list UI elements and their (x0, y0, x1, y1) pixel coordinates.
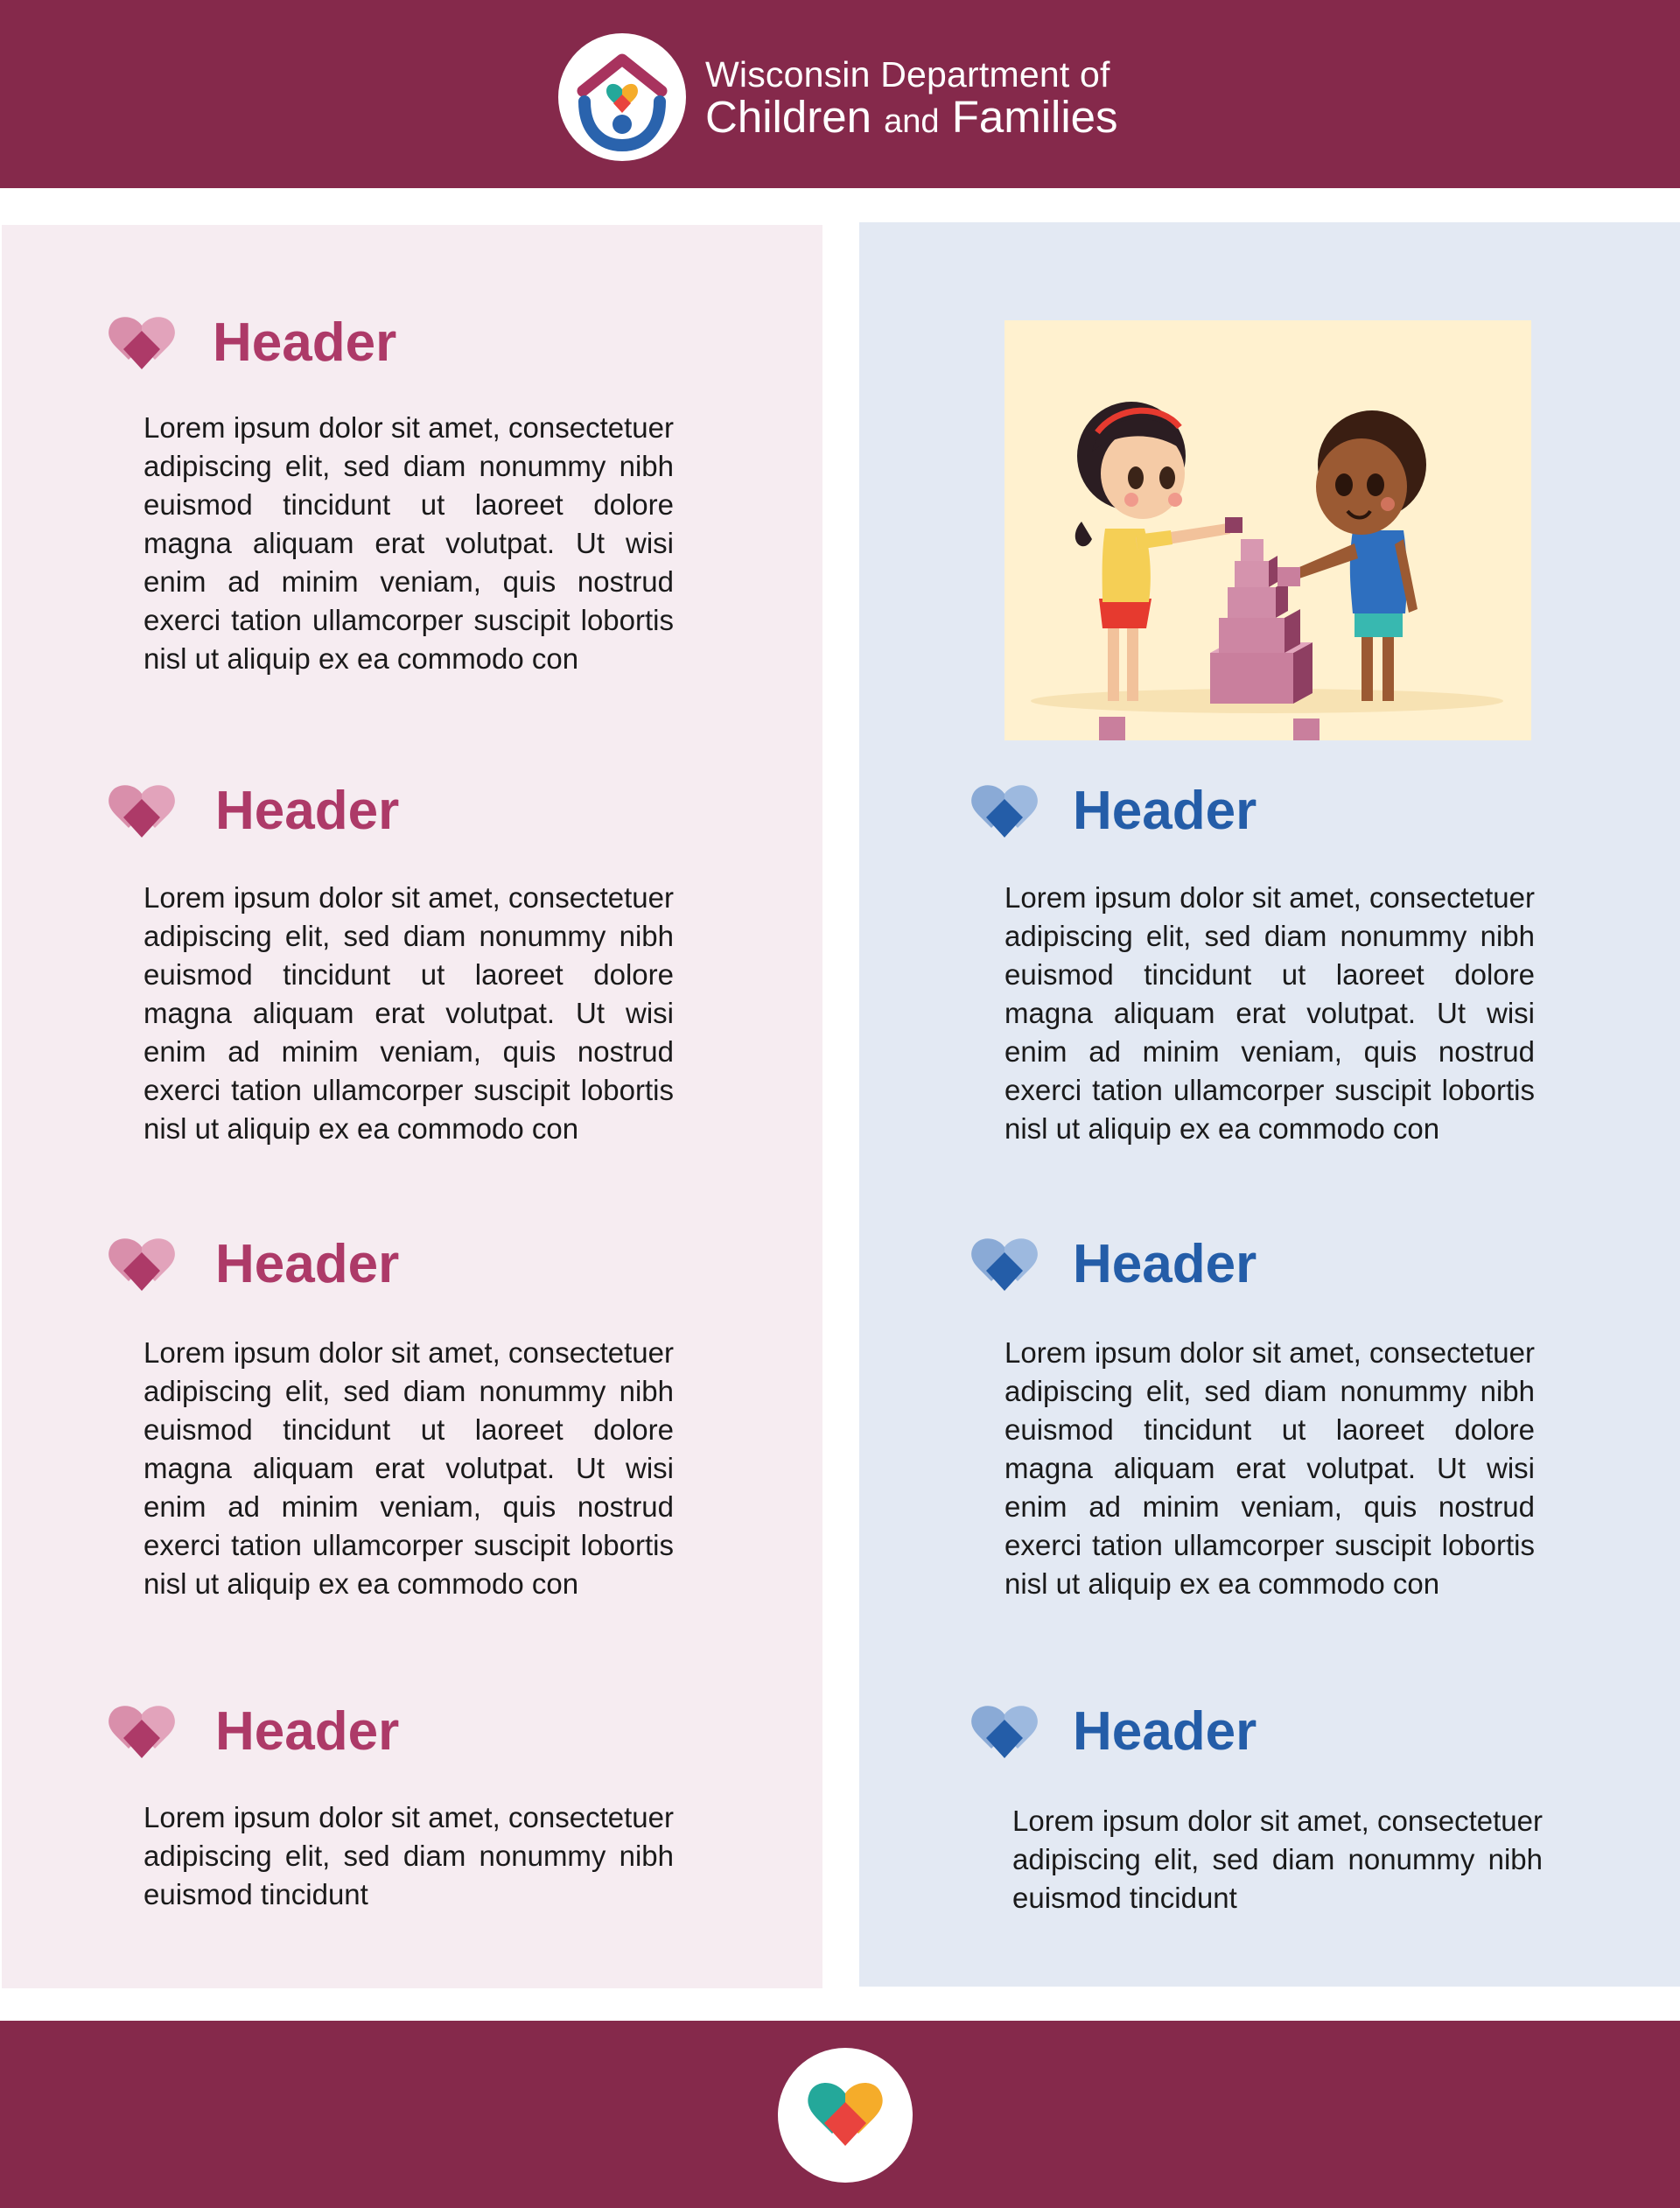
left-section-4-body: Lorem ipsum dolor sit amet, consectetuer adipiscing elit, sed diam nonummy nibh euismod tincidunt (144, 1801, 674, 1910)
section-title: Header (215, 1234, 400, 1294)
house-heart-family-icon (558, 33, 686, 161)
heart-icon (969, 1702, 1040, 1763)
section-title: Header (1073, 1234, 1257, 1294)
heart-icon (778, 2048, 913, 2183)
right-section-1-body: Lorem ipsum dolor sit amet, consectetuer adipiscing elit, sed diam nonummy nibh euismod tincidunt ut laoreet dolore magna aliquam erat volutpat. Ut wisi enim ad minim veniam, quis nostrud exerci tation ullamcorper suscipit lobortis nisl ut aliquip ex ea commodo con (1004, 881, 1535, 1145)
left-section-2-body: Lorem ipsum dolor sit amet, consectetuer adipiscing elit, sed diam nonummy nibh euismod tincidunt ut laoreet dolore magna aliquam erat volutpat. Ut wisi enim ad minim veniam, quis nostrud exerci tation ullamcorper suscipit lobortis nisl ut aliquip ex ea commodo con (144, 881, 674, 1145)
top-brand-bar (0, 0, 1680, 188)
section-title: Header (213, 312, 397, 373)
heart-icon (106, 782, 178, 843)
brand-name-line1: Wisconsin Department of (705, 54, 1110, 95)
brand-word-children: Children (705, 92, 872, 142)
brand-name-line2 (705, 92, 1118, 144)
heart-icon (969, 1235, 1040, 1296)
right-section-3-body: Lorem ipsum dolor sit amet, consectetuer adipiscing elit, sed diam nonummy nibh euismod tincidunt (1012, 1805, 1543, 1914)
right-section-2-body: Lorem ipsum dolor sit amet, consectetuer adipiscing elit, sed diam nonummy nibh euismod tincidunt ut laoreet dolore magna aliquam erat volutpat. Ut wisi enim ad minim veniam, quis nostrud exerci tation ullamcorper suscipit lobortis nisl ut aliquip ex ea commodo con (1004, 1336, 1535, 1600)
heart-icon (969, 782, 1040, 843)
section-title: Header (215, 1701, 400, 1762)
left-section-1-body: Lorem ipsum dolor sit amet, consectetuer adipiscing elit, sed diam nonummy nibh euismod tincidunt ut laoreet dolore magna aliquam erat volutpat. Ut wisi enim ad minim veniam, quis nostrud exerci tation ullamcorper suscipit lobortis nisl ut aliquip ex ea commodo con (144, 411, 674, 675)
brand-name (705, 54, 1118, 144)
section-title: Header (1073, 1701, 1257, 1762)
brand-word-families: Families (951, 92, 1118, 142)
left-section-3-body: Lorem ipsum dolor sit amet, consectetuer adipiscing elit, sed diam nonummy nibh euismod tincidunt ut laoreet dolore magna aliquam erat volutpat. Ut wisi enim ad minim veniam, quis nostrud exerci tation ullamcorper suscipit lobortis nisl ut aliquip ex ea commodo con (144, 1336, 674, 1600)
heart-icon (106, 313, 178, 375)
section-title: Header (1073, 781, 1257, 841)
footer-heart-badge (778, 2048, 913, 2183)
brand-word-and: and (884, 103, 940, 140)
heart-icon (106, 1702, 178, 1763)
brand-logo (558, 33, 1118, 161)
heart-icon (106, 1235, 178, 1296)
section-title: Header (215, 781, 400, 841)
children-playing-with-blocks-illustration (1004, 320, 1531, 740)
